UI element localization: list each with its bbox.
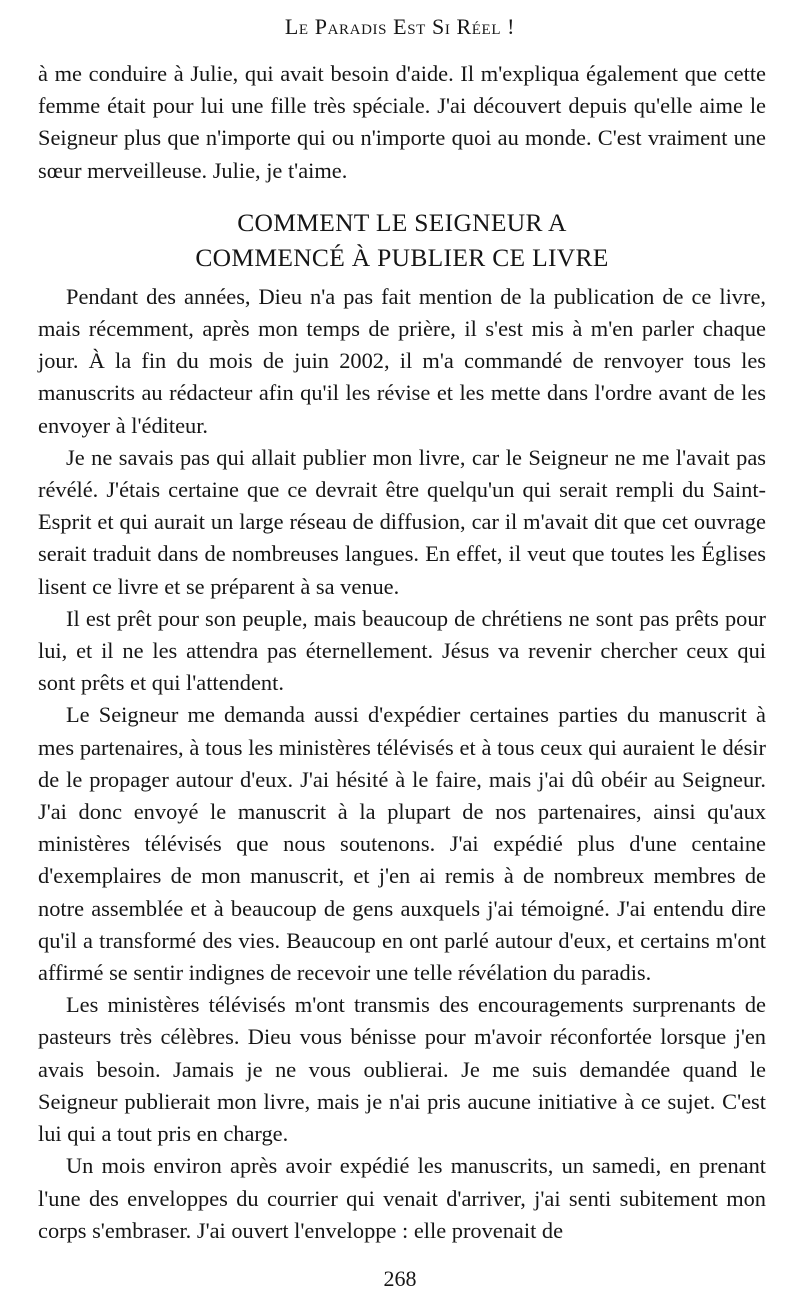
section-heading-line-1: COMMENT LE SEIGNEUR A bbox=[237, 207, 567, 237]
section-heading-line-2: COMMENCÉ À PUBLIER CE LIVRE bbox=[195, 242, 609, 272]
paragraph-3: Il est prêt pour son peuple, mais beaucoup de chrétiens ne sont pas prêts pour lui, et il ne les attendra pas éternellement. Jésus va revenir chercher ceux qui sont prêts et qui l'attendent. bbox=[38, 605, 766, 696]
paragraph-4: Le Seigneur me demanda aussi d'expédier certaines parties du manuscrit à mes partenaires, à tous les ministères télévisés et à tous ceux qui auraient le désir de le propager autour d'eux. J'ai hésité à le faire, mais j'ai dû obéir au Seigneur. J'ai donc envoyé le manuscrit à la plupart de nos partenaires, ainsi qu'aux ministères télévisés que nous soutenons. J'ai expédié plus d'une centaine d'exemplaires de mon manuscrit, et j'en ai remis à de nombreux membres de notre assemblée et à beaucoup de gens auxquels j'ai témoigné. J'ai entendu dire qu'il a transformé des vies. Beaucoup en ont parlé autour d'eux, et certains m'ont affirmé se sentir indignes de recevoir une telle révélation du paradis. bbox=[38, 702, 766, 986]
paragraph-2: Je ne savais pas qui allait publier mon livre, car le Seigneur ne me l'avait pas révélé. J'étais certaine que ce devrait être quelqu'un qui serait rempli du Saint-Esprit et qui aurait un large réseau de diffusion, car il m'avait dit que cet ouvrage serait traduit dans de nombreuses langues. En effet, il veut que toutes les Églises lisent ce livre et se préparent à sa venue. bbox=[38, 444, 766, 599]
paragraph-5: Les ministères télévisés m'ont transmis des encouragements surprenants de pasteurs très célèbres. Dieu vous bénisse pour m'avoir réconfortée lorsque j'en avais besoin. Jamais je ne vous oublierai. Je me suis demandée quand le Seigneur publierait mon livre, mais je n'ai pris aucune initiative à ce sujet. C'est lui qui a tout pris en charge. bbox=[38, 992, 766, 1147]
paragraph-6: Un mois environ après avoir expédié les manuscrits, un samedi, en prenant l'une des enveloppes du courrier qui venait d'arriver, j'ai senti subitement mon corps s'embraser. J'ai ouvert l'enveloppe : elle provenait de bbox=[38, 1153, 766, 1243]
continued-paragraph: à me conduire à Julie, qui avait besoin d'aide. Il m'expliqua également que cette femme était pour lui une fille très spéciale. J'ai découvert depuis qu'elle aime le Seigneur plus que n'importe qui ou n'importe quoi au monde. C'est vraiment une sœur merveilleuse. Julie, je t'aime. bbox=[38, 61, 766, 183]
paragraph-1: Pendant des années, Dieu n'a pas fait mention de la publication de ce livre, mais récemment, après mon temps de prière, il s'est mis à m'en parler chaque jour. À la fin du mois de juin 2002, il m'a commandé de renvoyer tous les manuscrits au rédacteur afin qu'il les révise et les mette dans l'ordre avant de les envoyer à l'éditeur. bbox=[38, 283, 766, 438]
body-text bbox=[38, 58, 766, 1247]
running-head: Le Paradis Est Si Réel ! bbox=[284, 14, 516, 39]
section-heading bbox=[38, 205, 766, 275]
page-number: 268 bbox=[383, 1266, 417, 1291]
